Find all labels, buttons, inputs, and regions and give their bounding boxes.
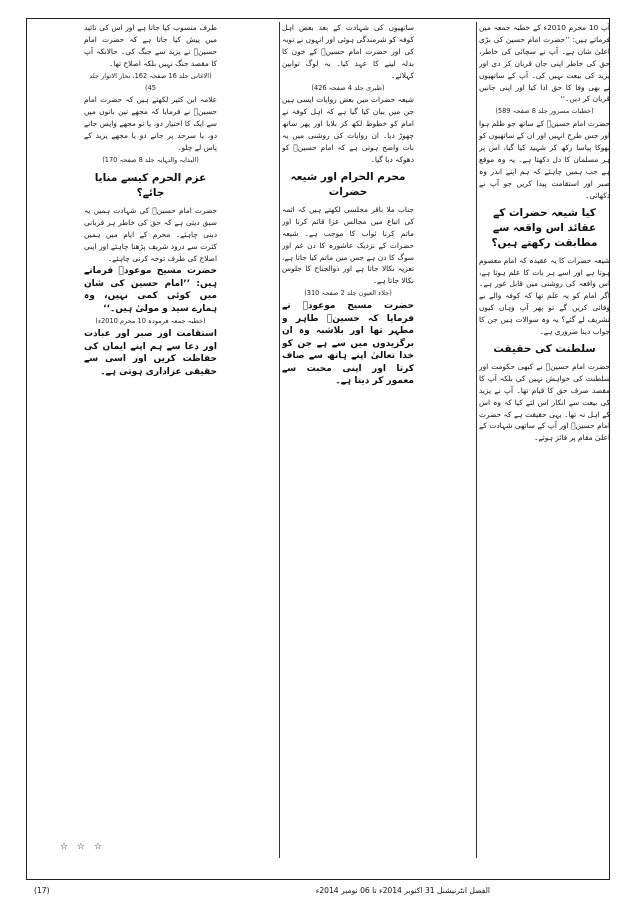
column-middle [282,22,414,858]
paragraph: حضرت امام حسینؓ کے ساتھ جو ظلم ہوا اور جس طرح انہیں اور ان کے ساتھیوں کو بھوکا پیاسا رکھ کر شہید کیا گیا، اس پر ہر مسلمان کا دل دکھتا ہے۔ یہ وہ موقع ہے جب ہمیں چاہئے کہ ہم اپنے اندر وہ صبر اور استقامت پیدا کریں جو آپ نے دکھائی۔ [479,119,610,200]
paragraph: شیعہ حضرات میں بعض روایات ایسی ہیں جن میں بیان کیا گیا ہے کہ اہل کوفہ نے امام کو خطوط لکھ کر بلایا اور پھر ساتھ چھوڑ دیا۔ ان روایات کی روشنی میں یہ بات واضح ہوتی ہے کہ امام حسینؓ کو دھوکہ دیا گیا۔ [282,95,414,164]
column-rule [279,22,280,858]
paragraph: علامہ ابن کثیر لکھتے ہیں کہ حضرت امام حسینؓ نے فرمایا کہ مجھے تین باتوں میں سے ایک کا اختیار دو، یا تو مجھے واپس جانے دو، یا سرحد پر جانے دو یا مجھے یزید کے پاس لے چلو۔ [84,95,217,153]
end-stars: ☆ ☆ ☆ [60,842,105,852]
reference: (خطبات مسرور جلد 8 صفحہ 589) [495,107,594,116]
column-rule [476,22,477,858]
paragraph: طرف منسوب کیا جاتا ہے اور اس کی تائید میں پیش کیا جاتا ہے کہ حضرت امام حسینؓ نے یزید سے جنگ کی۔ حالانکہ آپ کا مقصد جنگ نہیں بلکہ اصلاح تھا۔ [84,23,217,68]
page-number: (17) [34,886,50,895]
issue-line: الفضل انٹرنیشنل 31 اکتوبر 2014ء تا 06 نومبر 2014ء [315,886,490,895]
section-heading: محرم الحرام اور شیعہ حضرات [290,170,406,198]
reference: (طبری جلد 4 صفحہ 426) [311,83,385,92]
paragraph: حضرت امام حسینؓ نے کبھی حکومت اور سلطنت کی خواہش نہیں کی بلکہ آپ کا مقصد صرف حق کا قیام تھا۔ آپ نے یزید کی بیعت سے انکار اس لئے کیا کہ وہ اس کے اہل نہ تھا۔ یہی حقیقت ہے کہ حضرت امام حسینؓ اور آپ کے ساتھی شہادت کے اعلیٰ مقام پر فائز ہوئے۔ [479,361,610,443]
paragraph: ساتھیوں کی شہادت کے بعد بعض اہل کوفہ کو شرمندگی ہوئی اور انہوں نے توبہ کی اور حضرت امام حسینؓ کے خون کا بدلہ لینے کا عہد کیا۔ یہ لوگ توابین کہلائے۔ [282,23,414,80]
reference: (البدایہ والنہایہ جلد 8 صفحہ 170) [102,155,199,164]
paragraph: حضرت امام حسینؓ کی شہادت ہمیں یہ سبق دیتی ہے کہ حق کی خاطر ہر قربانی دینی چاہئے۔ محرم کے ایام میں ہمیں کثرت سے درود شریف پڑھنا چاہئے اور اپنی اصلاح کی طرف توجہ کرنی چاہئے۔ [84,205,217,263]
reference: (جلاء العیون جلد 2 صفحہ 310) [304,289,392,298]
section-heading: کیا شیعہ حضرات کے عقائد اس واقعہ سے مطابقت رکھتے ہیں؟ [491,206,598,249]
page-footer [26,884,610,898]
section-heading: سلطنت کی حقیقت [493,342,596,355]
section-heading: عزم الحرم کیسے منایا جائے؟ [94,171,207,199]
paragraph: آپ 10 محرم 2010ء کے خطبہ جمعہ میں فرماتے ہیں: ’’حضرت امام حسین کی بڑی اعلیٰ شان ہے۔ آپ نے سچائی کی خاطر، حق کی خاطر اپنی جان قربان کر دی اور یزید کی بیعت نہیں کی۔ آپ کے ساتھیوں نے بھی وفا کا حق ادا کیا اور اپنی جانیں قربان کر دیں۔‘‘ [479,23,610,104]
paragraph: جناب ملا باقر مجلسی لکھتے ہیں کہ ائمہ کی اتباع میں مجالس عزا قائم کرنا اور ماتم کرنا ثواب کا موجب ہے۔ شیعہ حضرات کے نزدیک عاشورہ کا دن غم اور سوگ کا دن ہے جس میں ماتم کیا جاتا ہے، تعزیہ نکالا جاتا ہے اور ذوالجناح کا جلوس نکالا جاتا ہے۔ [282,204,414,286]
paragraph: شیعہ حضرات کا یہ عقیدہ کہ امام معصوم ہوتا ہے اور اسے ہر بات کا علم ہوتا ہے، اس واقعہ کی روشنی میں قابل غور ہے۔ اگر امام کو یہ علم تھا کہ کوفہ والے بے وفائی کریں گے تو پھر آپ وہاں کیوں تشریف لے گئے؟ یہ وہ سوالات ہیں جن کا جواب دینا ضروری ہے۔ [479,255,610,337]
highlighted-quote: حضرت مسیح موعودؑ نے فرمایا کہ حسینؓ طاہر و مطہر تھا اور بلاشبہ وہ ان برگزیدوں میں سے ہے جن کو خدا تعالیٰ اپنے ہاتھ سے صاف کرتا اور اپنی محبت سے معمور کر دیتا ہے۔ [282,301,414,387]
reference: (الاغانی جلد 16 صفحہ 162، بحار الانوار جلد 45) [89,71,212,92]
closing-line: استقامت اور صبر اور عبادت اور دعا سے ہم اپنے ایمان کی حفاظت کریں اور اسی سے حقیقی عزاداری ہوتی ہے۔ [84,329,217,377]
column-left [84,22,217,858]
column-right [479,22,610,858]
reference: (خطبہ جمعہ فرمودہ 10 محرم 2010ء) [95,317,206,326]
highlighted-quote: حضرت مسیح موعودؑ فرماتے ہیں: ’’امام حسین کی شان میں کوئی کمی نہیں، وہ ہمارے سید و مولیٰ ہیں۔‘‘ [84,266,217,314]
